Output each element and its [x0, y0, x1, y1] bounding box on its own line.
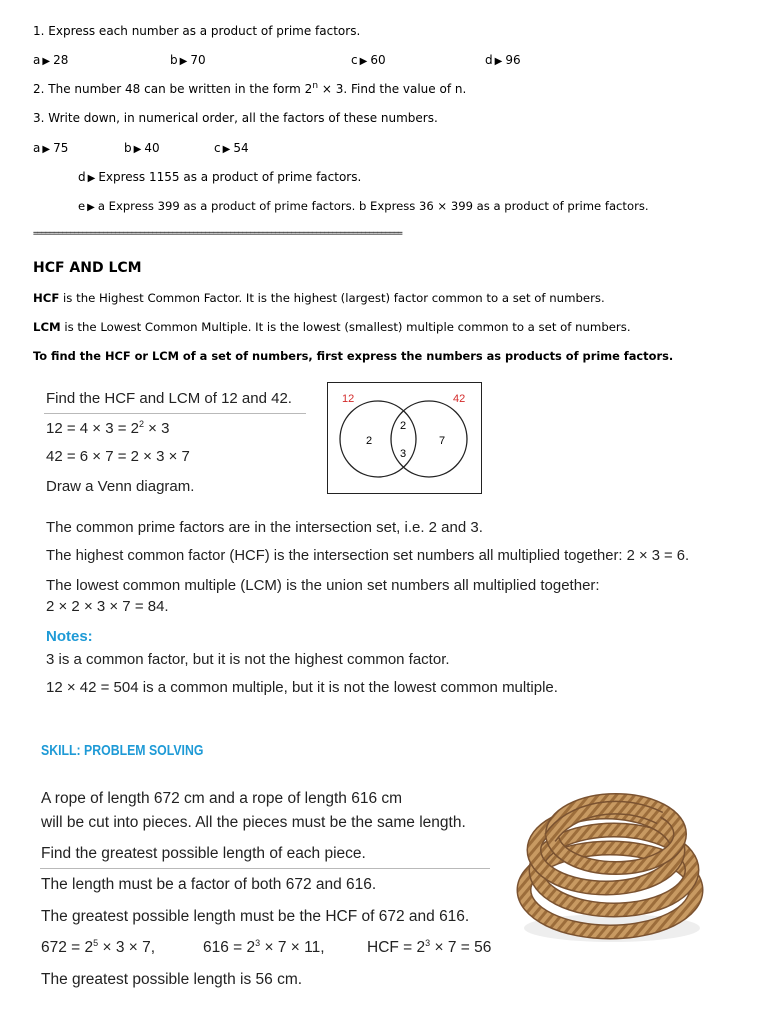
part-value: 96	[505, 53, 521, 67]
explanation-lcm-result: 2 × 2 × 3 × 7 = 84.	[46, 598, 169, 615]
lcm-def-text: is the Lowest Common Multiple. It is the lowest (smallest) multiple common to a set of numbers.	[60, 320, 631, 334]
eq-672-text: 672 = 2	[41, 939, 94, 956]
triangle-bullet-icon: ▶	[87, 173, 96, 184]
divider	[44, 413, 306, 414]
triangle-bullet-icon: ▶	[359, 56, 368, 67]
q3-part-b	[124, 141, 160, 155]
lcm-definition	[33, 320, 631, 334]
conclusion: The greatest possible length is 56 cm.	[41, 971, 303, 988]
part-letter: b	[170, 53, 178, 67]
q3-part-c	[214, 141, 249, 155]
note-1: 3 is a common factor, but it is not the highest common factor.	[46, 651, 450, 668]
explanation-hcf: The highest common factor (HCF) is the intersection set numbers all multiplied together: 2 × 3 = 6.	[46, 548, 690, 564]
q1-part-a	[33, 53, 68, 67]
problem-line-2: will be cut into pieces. All the pieces must be the same length.	[41, 814, 466, 831]
eq-hcf-text: HCF = 2	[367, 939, 426, 956]
question-1: 1. Express each number as a product of prime factors.	[33, 24, 361, 38]
q2-text-start: 2. The number 48 can be written in the form 2	[33, 82, 313, 96]
lcm-term: LCM	[33, 320, 61, 334]
q2-text-end: × 3. Find the value of n.	[318, 82, 467, 96]
part-value: 70	[190, 53, 206, 67]
q3-part-e	[78, 199, 649, 213]
solution-line-2: The greatest possible length must be the HCF of 672 and 616.	[41, 908, 470, 925]
step-1-text-end: × 3	[144, 420, 170, 437]
method-instruction: To find the HCF or LCM of a set of numbers, first express the numbers as products of prime factors.	[33, 349, 674, 363]
triangle-bullet-icon: ▶	[133, 144, 142, 155]
example-title: Find the HCF and LCM of 12 and 42.	[46, 390, 292, 407]
section-heading: HCF AND LCM	[33, 260, 142, 276]
q1-part-b	[170, 53, 206, 67]
hcf-definition	[33, 291, 605, 305]
q3-part-a	[33, 141, 68, 155]
q1-part-c	[351, 53, 386, 67]
part-value: 60	[370, 53, 386, 67]
venn-label-12: 12	[342, 393, 355, 405]
step-1-text: 12 = 4 × 3 = 2	[46, 420, 139, 437]
equation-616	[203, 939, 325, 957]
explanation-lcm: The lowest common multiple (LCM) is the union set numbers all multiplied together:	[46, 577, 600, 594]
explanation-common-factors: The common prime factors are in the intersection set, i.e. 2 and 3.	[46, 519, 483, 536]
example-step-1	[46, 420, 169, 437]
part-value: a Express 399 as a product of prime factors. b Express 36 × 399 as a product of prime factors.	[97, 199, 649, 213]
equation-hcf	[367, 939, 491, 957]
part-value: 75	[53, 141, 69, 155]
eq-672-exponent: 5	[93, 937, 99, 948]
step-1-exponent: 2	[139, 419, 145, 429]
problem-line-1: A rope of length 672 cm and a rope of length 616 cm	[41, 790, 403, 807]
venn-circle-42	[391, 401, 467, 477]
rope-illustration	[510, 778, 715, 956]
part-value: 28	[53, 53, 69, 67]
question-2	[33, 82, 466, 96]
q2-exponent: n	[312, 81, 319, 91]
part-letter: d	[485, 53, 493, 67]
problem-question: Find the greatest possible length of each piece.	[41, 845, 366, 862]
venn-right-value: 7	[439, 435, 446, 447]
question-3: 3. Write down, in numerical order, all the factors of these numbers.	[33, 111, 438, 125]
example-step-2: 42 = 6 × 7 = 2 × 3 × 7	[46, 448, 190, 465]
part-letter: c	[351, 53, 358, 67]
venn-intersection-top: 2	[400, 420, 407, 432]
coiled-rope-photo	[510, 778, 715, 956]
triangle-bullet-icon: ▶	[42, 56, 51, 67]
note-2: 12 × 42 = 504 is a common multiple, but it is not the lowest common multiple.	[46, 679, 558, 696]
triangle-bullet-icon: ▶	[222, 144, 231, 155]
triangle-bullet-icon: ▶	[494, 56, 503, 67]
part-value: 40	[144, 141, 160, 155]
q3-part-d	[78, 170, 361, 184]
solution-line-1: The length must be a factor of both 672 and 616.	[41, 876, 377, 893]
triangle-bullet-icon: ▶	[42, 144, 51, 155]
hcf-term: HCF	[33, 291, 60, 305]
part-letter: d	[78, 170, 86, 184]
venn-diagram	[327, 382, 482, 494]
eq-hcf-exponent: 3	[425, 937, 431, 948]
separator-line: ==========================================================================================	[33, 229, 402, 239]
venn-circle-12	[340, 401, 416, 477]
notes-title: Notes:	[46, 628, 93, 645]
part-value: 54	[233, 141, 249, 155]
part-letter: a	[33, 53, 41, 67]
part-value: Express 1155 as a product of prime factors.	[98, 170, 362, 184]
part-letter: e	[78, 199, 86, 213]
part-letter: c	[214, 141, 221, 155]
skill-heading: SKILL: PROBLEM SOLVING	[41, 742, 204, 759]
venn-label-42: 42	[453, 393, 466, 405]
q1-part-d	[485, 53, 521, 67]
triangle-bullet-icon: ▶	[87, 202, 95, 213]
eq-672-text-end: × 3 × 7,	[98, 939, 156, 956]
eq-hcf-text-end: × 7 = 56	[430, 939, 492, 956]
hcf-def-text: is the Highest Common Factor. It is the highest (largest) factor common to a set of numbers.	[59, 291, 605, 305]
part-letter: b	[124, 141, 132, 155]
eq-616-text: 616 = 2	[203, 939, 256, 956]
divider	[40, 868, 490, 869]
example-step-3: Draw a Venn diagram.	[46, 478, 195, 495]
venn-left-value: 2	[366, 435, 373, 447]
part-letter: a	[33, 141, 41, 155]
venn-intersection-bottom: 3	[400, 448, 407, 460]
equation-672	[41, 939, 155, 957]
triangle-bullet-icon: ▶	[179, 56, 188, 67]
eq-616-text-end: × 7 × 11,	[260, 939, 325, 956]
eq-616-exponent: 3	[255, 937, 261, 948]
